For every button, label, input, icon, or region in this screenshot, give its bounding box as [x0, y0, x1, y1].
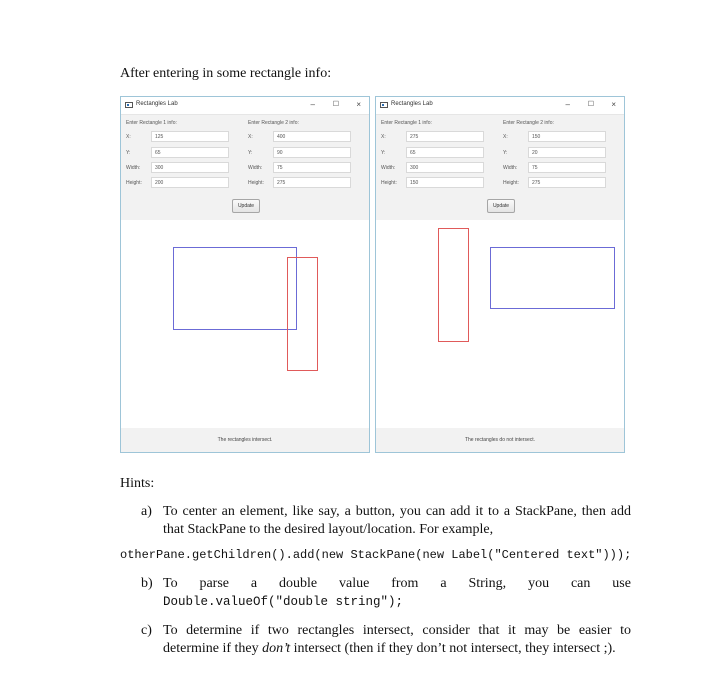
- y-label: Y:: [503, 150, 508, 156]
- hints-heading: Hints:: [120, 476, 155, 491]
- hint-b-word: value: [339, 576, 370, 591]
- hint-b-word: you: [528, 576, 550, 591]
- status-message: The rectangles do not intersect.: [376, 428, 624, 452]
- hint-c-line-1: To determine if two rectangles intersect, consider that it may be easier to: [163, 623, 631, 638]
- hint-b-word: a: [440, 576, 447, 591]
- rectangle-1-header: Enter Rectangle 1 info:: [126, 120, 177, 126]
- hint-a-line-1: To center an element, like say, a button, you can add it to a StackPane, then add: [163, 504, 631, 519]
- drawing-canvas: [121, 220, 369, 430]
- rect2-x-field[interactable]: 400: [273, 131, 351, 142]
- rectangle-2-shape: [438, 228, 469, 342]
- rectangle-1-shape: [173, 247, 298, 330]
- hint-c-line-2-end: intersect (then if they don’t not intersect, they intersect ;).: [290, 641, 616, 656]
- y-label: Y:: [248, 150, 253, 156]
- rect2-y-field[interactable]: 20: [528, 147, 606, 158]
- hint-c-marker: c): [141, 623, 152, 638]
- hint-b-code: Double.valueOf("double string");: [163, 595, 404, 609]
- y-label: Y:: [126, 150, 131, 156]
- hint-a-code: otherPane.getChildren().add(new StackPane(new Label("Centered text")));: [120, 548, 632, 562]
- x-label: X:: [381, 134, 386, 140]
- update-button[interactable]: Update: [232, 199, 260, 213]
- y-label: Y:: [381, 150, 386, 156]
- rect1-x-field[interactable]: 275: [406, 131, 484, 142]
- hint-c-line-2-start: determine if they: [163, 641, 263, 656]
- rect2-y-field[interactable]: 90: [273, 147, 351, 158]
- x-label: X:: [503, 134, 508, 140]
- close-icon[interactable]: ×: [611, 100, 616, 109]
- hint-b-word: from: [391, 576, 419, 591]
- hint-b-word: String,: [468, 576, 507, 591]
- height-label: Height:: [381, 180, 397, 186]
- rectangle-2-shape: [287, 257, 318, 371]
- rect1-y-field[interactable]: 65: [406, 147, 484, 158]
- rect1-x-field[interactable]: 125: [151, 131, 229, 142]
- height-label: Height:: [248, 180, 264, 186]
- hint-a-marker: a): [141, 504, 152, 519]
- height-label: Height:: [503, 180, 519, 186]
- page-heading: After entering in some rectangle info:: [120, 66, 332, 81]
- x-label: X:: [248, 134, 253, 140]
- width-label: Width:: [381, 165, 396, 171]
- rectangles-lab-window-1: [120, 96, 370, 453]
- input-form: [376, 114, 624, 220]
- rectangle-1-inputs: [126, 115, 246, 205]
- hint-b-word: double: [279, 576, 318, 591]
- input-form: [121, 114, 369, 220]
- window-titlebar: [376, 97, 624, 114]
- hint-b-word: use: [612, 576, 631, 591]
- rectangle-2-header: Enter Rectangle 2 info:: [248, 120, 299, 126]
- rect2-x-field[interactable]: 150: [528, 131, 606, 142]
- update-button[interactable]: Update: [487, 199, 515, 213]
- height-label: Height:: [126, 180, 142, 186]
- minimize-icon[interactable]: –: [310, 100, 315, 109]
- window-title: Rectangles Lab: [391, 101, 433, 107]
- minimize-icon[interactable]: –: [565, 100, 570, 109]
- status-message: The rectangles intersect.: [121, 428, 369, 452]
- hint-b-word: To: [163, 576, 178, 591]
- hint-b-marker: b): [141, 576, 153, 591]
- rect2-width-field[interactable]: 75: [528, 162, 606, 173]
- rectangle-1-inputs: [381, 115, 501, 205]
- window-title: Rectangles Lab: [136, 101, 178, 107]
- rectangle-2-inputs: [503, 115, 623, 205]
- rect2-width-field[interactable]: 75: [273, 162, 351, 173]
- hint-b-word: a: [250, 576, 258, 591]
- app-icon: [380, 102, 388, 108]
- rect1-width-field[interactable]: 300: [151, 162, 229, 173]
- rect1-y-field[interactable]: 65: [151, 147, 229, 158]
- maximize-icon[interactable]: ☐: [587, 101, 594, 108]
- hint-b-line-1: [163, 575, 631, 593]
- rect1-height-field[interactable]: 150: [406, 177, 484, 188]
- rectangle-2-inputs: [248, 115, 368, 205]
- rect2-height-field[interactable]: 275: [273, 177, 351, 188]
- width-label: Width:: [503, 165, 518, 171]
- hint-b-word: parse: [199, 576, 230, 591]
- rect1-height-field[interactable]: 200: [151, 177, 229, 188]
- rect1-width-field[interactable]: 300: [406, 162, 484, 173]
- rectangle-2-header: Enter Rectangle 2 info:: [503, 120, 554, 126]
- rectangle-1-shape: [490, 247, 615, 309]
- window-titlebar: [121, 97, 369, 114]
- close-icon[interactable]: ×: [356, 100, 361, 109]
- hint-c-line-2: [163, 640, 631, 658]
- drawing-canvas: [376, 220, 624, 430]
- maximize-icon[interactable]: ☐: [332, 101, 339, 108]
- app-icon: [125, 102, 133, 108]
- rectangles-lab-window-2: [375, 96, 625, 453]
- hint-c-emphasis: don’t: [262, 641, 291, 656]
- x-label: X:: [126, 134, 131, 140]
- rectangle-1-header: Enter Rectangle 1 info:: [381, 120, 432, 126]
- width-label: Width:: [126, 165, 141, 171]
- hint-b-word: can: [570, 576, 591, 591]
- rect2-height-field[interactable]: 275: [528, 177, 606, 188]
- width-label: Width:: [248, 165, 263, 171]
- hint-a-line-2: that StackPane to the desired layout/location. For example,: [163, 522, 494, 537]
